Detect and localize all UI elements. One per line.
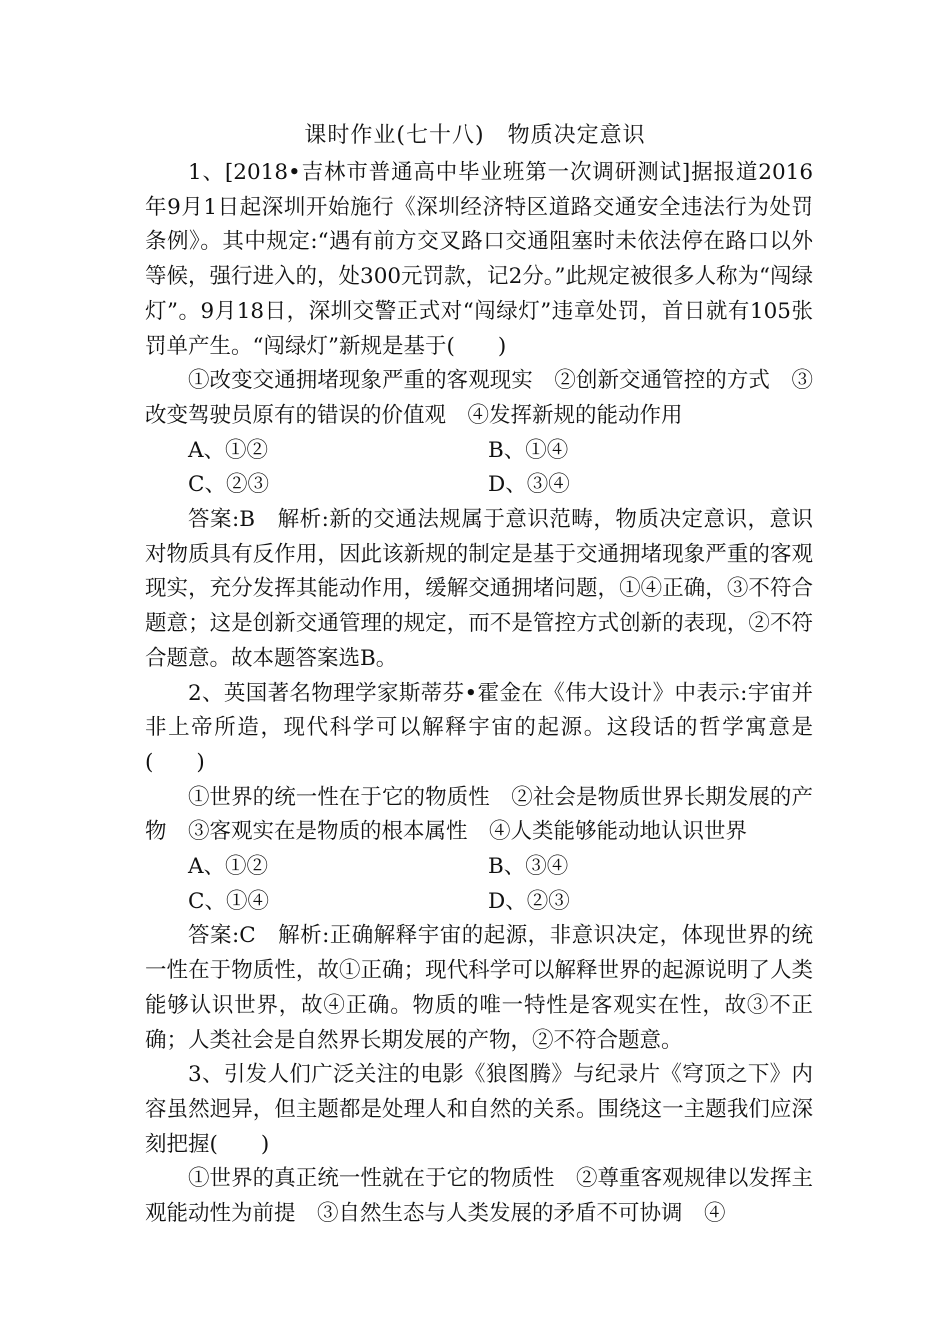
q1-answer: 答案:B 解析:新的交通法规属于意识范畴，物质决定意识，意识对物质具有反作用，因此该新规的制定是基于交通拥堵现象严重的客观现实，充分发挥其能动作用，缓解交通拥堵问题，①④正确，③不符合题意；这是创新交通管理的规定，而不是管控方式创新的表现，②不符合题意。故本题答案选B。 xyxy=(145,507,813,671)
q2-option-d: D、②③ xyxy=(488,888,570,914)
q2-option-b: B、③④ xyxy=(488,854,569,880)
q1-option-c: C、②③ xyxy=(188,472,269,498)
q2-stem: 2、英国著名物理学家斯蒂芬•霍金在《伟大设计》中表示:宇宙并非上帝所造，现代科学可以解释宇宙的起源。这段话的哲学寓意是( ) xyxy=(145,680,813,775)
q1-statements: ①改变交通拥堵现象严重的客观现实 ②创新交通管控的方式 ③改变驾驶员原有的错误的价值观 ④发挥新规的能动作用 xyxy=(145,368,813,428)
q2-option-a: A、①② xyxy=(188,854,269,880)
q2-option-c: C、①④ xyxy=(188,888,269,914)
q2-options-row-1 xyxy=(145,850,813,885)
q2-answer: 答案:C 解析:正确解释宇宙的起源，非意识决定，体现世界的统一性在于物质性，故①正确；现代科学可以解释世界的起源说明了人类能够认识世界，故④正确。物质的唯一特性是客观实在性，故③不正确；人类社会是自然界长期发展的产物，②不符合题意。 xyxy=(145,923,813,1053)
q2-options-row-2 xyxy=(145,885,813,920)
q3-statements: ①世界的真正统一性就在于它的物质性 ②尊重客观规律以发挥主观能动性为前提 ③自然生态与人类发展的矛盾不可协调 ④ xyxy=(145,1166,813,1227)
page-title: 课时作业(七十八) 物质决定意识 xyxy=(304,123,646,148)
q1-option-d: D、③④ xyxy=(488,472,570,498)
q3-stem: 3、引发人们广泛关注的电影《狼图腾》与纪录片《穹顶之下》内容虽然迥异，但主题都是处理人和自然的关系。围绕这一主题我们应深刻把握( ) xyxy=(145,1062,813,1157)
document-body xyxy=(145,156,813,1232)
q2-statements: ①世界的统一性在于它的物质性 ②社会是物质世界长期发展的产物 ③客观实在是物质的根本属性 ④人类能够能动地认识世界 xyxy=(145,784,813,845)
q1-options-row-1 xyxy=(145,434,813,469)
q1-stem: 1、[2018•吉林市普通高中毕业班第一次调研测试]据报道2016年9月1日起深圳开始施行《深圳经济特区道路交通安全违法行为处罚条例》。其中规定:“遇有前方交叉路口交通阻塞时未依法停在路口以外等候，强行进入的，处300元罚款，记2分。”此规定被很多人称为“闯绿灯”。9月18日，深圳交警正式对“闯绿灯”违章处罚，首日就有105张罚单产生。“闯绿灯”新规是基于( ) xyxy=(145,160,813,359)
q1-options-row-2 xyxy=(145,468,813,503)
q1-option-b: B、①④ xyxy=(488,437,569,463)
q1-option-a: A、①② xyxy=(188,437,269,463)
